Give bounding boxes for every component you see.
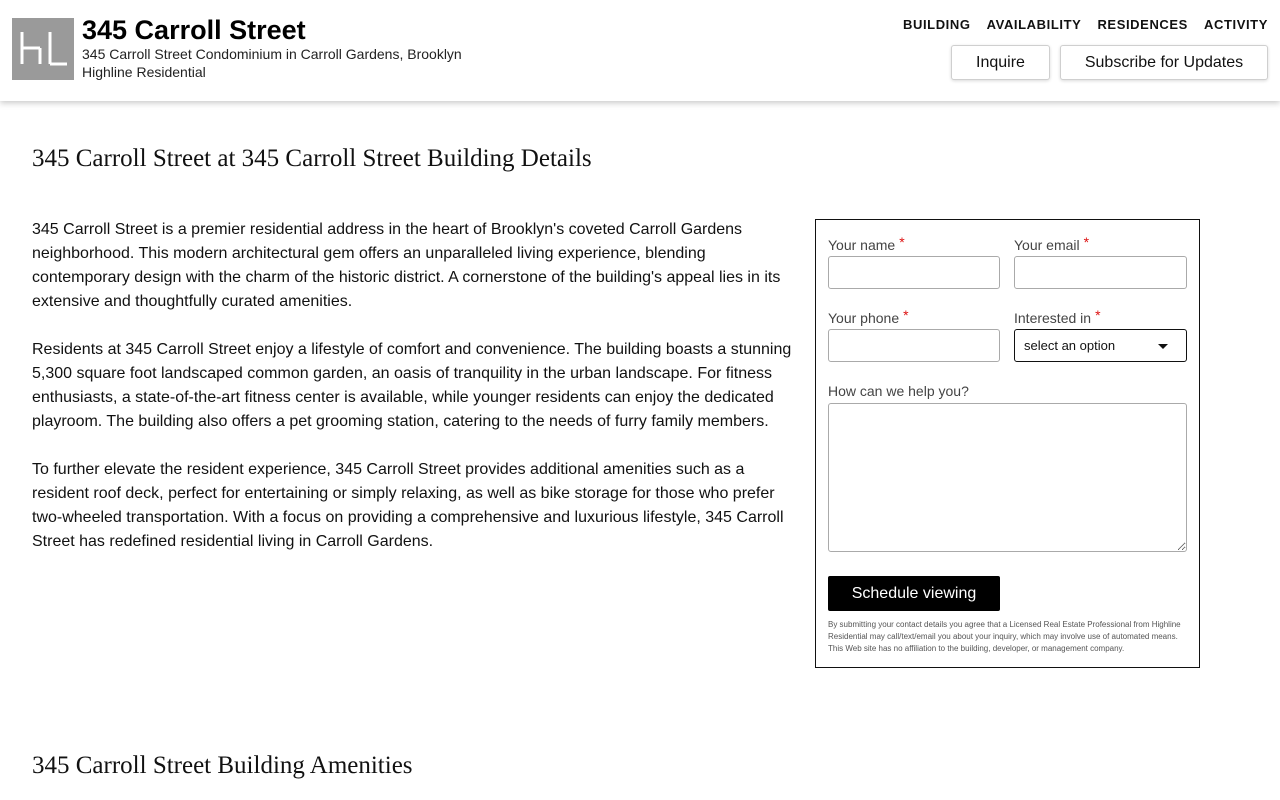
description-paragraph-2: Residents at 345 Carroll Street enjoy a lifestyle of comfort and convenience. The building boasts a stunning 5,300 square foot landscaped common garden, an oasis of tranquility in the urban landscape. For fitness enthusiasts, a state-of-the-art fitness center is available, while younger residents can enjoy the dedicated playroom. The building also offers a pet grooming station, catering to the needs of furry family members.	[32, 341, 792, 430]
nav-activity[interactable]: ACTIVITY	[1203, 17, 1268, 32]
phone-label	[828, 309, 909, 327]
inquire-button[interactable]: Inquire	[951, 45, 1050, 80]
site-title[interactable]: 345 Carroll Street	[82, 15, 306, 45]
name-label-text: Your name	[828, 237, 896, 253]
required-marker: *	[903, 307, 909, 323]
description-paragraph-1: 345 Carroll Street is a premier residential address in the heart of Brooklyn's coveted Carroll Gardens neighborhood. This modern architectural gem offers an unparalleled living experience, blending contemporary design with the charm of the historic district. A cornerstone of the building's appeal lies in its extensive and thoughtfully curated amenities.	[32, 221, 781, 310]
name-input[interactable]	[828, 256, 1000, 289]
phone-label-text: Your phone	[828, 310, 900, 326]
email-input[interactable]	[1014, 256, 1187, 289]
interest-label-text: Interested in	[1014, 310, 1092, 326]
nav-residences[interactable]: RESIDENCES	[1097, 17, 1188, 32]
email-label	[1014, 236, 1089, 254]
nav-building[interactable]: BUILDING	[902, 17, 971, 32]
schedule-viewing-button[interactable]: Schedule viewing	[828, 576, 1000, 611]
building-amenities-heading: 345 Carroll Street Building Amenities	[32, 752, 413, 779]
hl-logo-mark-icon	[12, 18, 74, 80]
message-label: How can we help you?	[828, 383, 969, 399]
interest-label	[1014, 309, 1101, 327]
main-nav	[903, 17, 1268, 33]
nav-availability[interactable]: AVAILABILITY	[986, 17, 1082, 32]
form-disclaimer: By submitting your contact details you agree that a Licensed Real Estate Professional from Highline Residential may call/text/email you about your inquiry, which may involve use of automated means. This Web site has no affiliation to the building, developer, or management company.	[828, 620, 1181, 653]
site-subtitle: 345 Carroll Street Condominium in Carroll Gardens, Brooklyn	[82, 46, 462, 62]
phone-input[interactable]	[828, 329, 1000, 362]
interest-select-value: select an option	[1024, 338, 1116, 353]
required-marker: *	[899, 234, 905, 250]
description-paragraph-3: To further elevate the resident experience, 345 Carroll Street provides additional amenities such as a resident roof deck, perfect for entertaining or simply relaxing, as well as bike storage for those who prefer two-wheeled transportation. With a focus on providing a comprehensive and luxurious lifestyle, 345 Carroll Street has redefined residential living in Carroll Gardens.	[32, 461, 784, 550]
site-header	[0, 0, 1280, 101]
required-marker: *	[1095, 307, 1101, 323]
required-marker: *	[1083, 234, 1090, 250]
interest-select[interactable]	[1014, 329, 1187, 362]
highline-logo[interactable]	[12, 18, 74, 80]
chevron-down-icon	[1158, 344, 1168, 349]
company-name: Highline Residential	[82, 64, 206, 80]
subscribe-button[interactable]: Subscribe for Updates	[1060, 45, 1268, 80]
inquiry-form	[815, 219, 1200, 668]
email-label-text: Your email	[1014, 237, 1080, 253]
name-label	[828, 236, 905, 254]
building-description	[32, 218, 797, 578]
building-details-heading: 345 Carroll Street at 345 Carroll Street Building Details	[32, 145, 592, 172]
message-textarea[interactable]	[828, 403, 1187, 552]
